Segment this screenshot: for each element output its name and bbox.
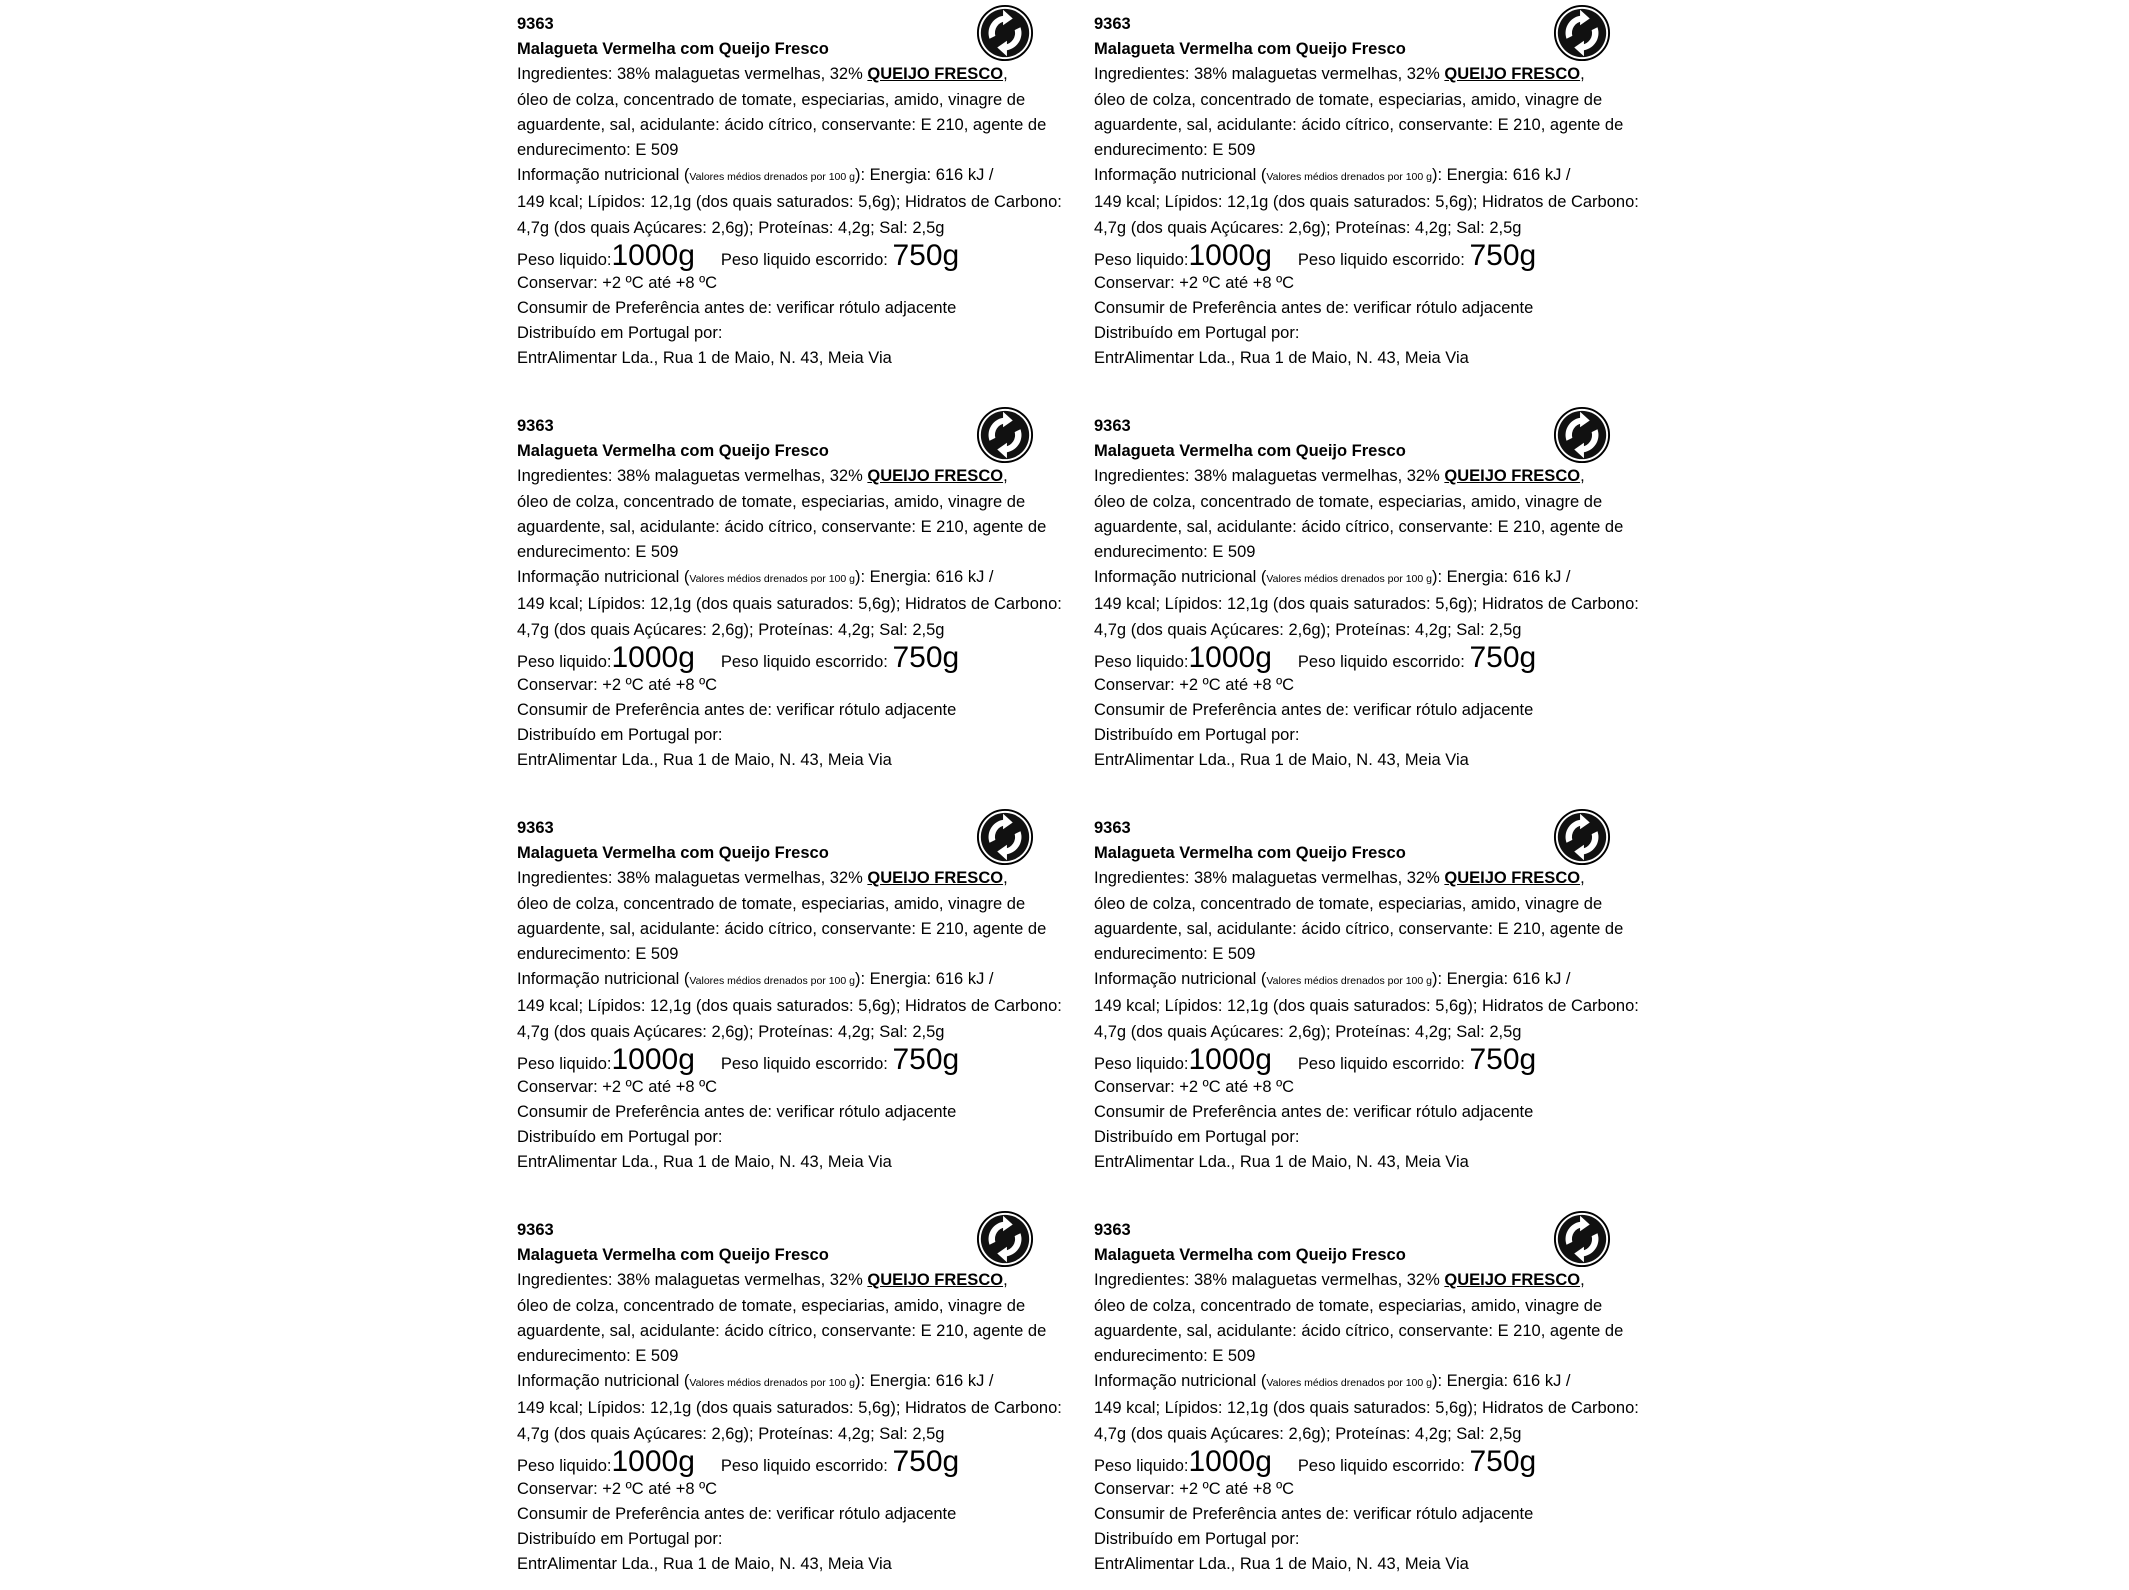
ingredients-line-2: óleo de colza, concentrado de tomate, especiarias, amido, vinagre de [1094,894,1603,913]
ingredients-suffix: , [1003,467,1008,486]
storage-line: Conservar: +2 ºC até +8 ºC [517,273,718,292]
nutrition-line-3: 4,7g (dos quais Açúcares: 2,6g); Proteínas: 4,2g; Sal: 2,5g [517,1424,945,1443]
distributed-line: Distribuído em Portugal por: [1094,1128,1300,1147]
ingredients-line-3: aguardente, sal, acidulante: ácido cítrico, conservante: E 210, agente de [1094,517,1624,536]
allergen-text: QUEIJO FRESCO [867,1271,1004,1290]
product-label-3 [517,414,1077,774]
nutrition-line-2: 149 kcal; Lípidos: 12,1g (dos quais saturados: 5,6g); Hidratos de Carbono: [517,595,1062,614]
nutrition-suffix: ): Energia: 616 kJ / [855,970,994,989]
product-code: 9363 [517,819,554,837]
product-name: Malagueta Vermelha com Queijo Fresco [517,442,829,461]
allergen-text: QUEIJO FRESCO [867,467,1004,486]
product-label-5 [517,816,1077,1176]
product-code: 9363 [1094,819,1131,837]
nutrition-line-2: 149 kcal; Lípidos: 12,1g (dos quais saturados: 5,6g); Hidratos de Carbono: [1094,595,1639,614]
drained-weight-label: Peso liquido escorrido: [1297,1054,1465,1073]
ingredients-line-1 [517,1268,1077,1293]
net-weight-label: Peso liquido: [517,1054,612,1073]
product-name: Malagueta Vermelha com Queijo Fresco [1094,442,1406,461]
product-label-8 [1094,1218,1654,1578]
best-before-line: Consumir de Preferência antes de: verificar rótulo adjacente [517,1505,957,1524]
drained-weight-label: Peso liquido escorrido: [720,1456,888,1475]
nutrition-line-3: 4,7g (dos quais Açúcares: 2,6g); Proteínas: 4,2g; Sal: 2,5g [517,1022,945,1041]
drained-weight-label: Peso liquido escorrido: [1297,250,1465,269]
green-dot-recycling-icon [1553,808,1611,866]
drained-weight-value: 750g [1469,1042,1537,1076]
best-before-line: Consumir de Preferência antes de: verificar rótulo adjacente [1094,1103,1534,1122]
distributor-line: EntrAlimentar Lda., Rua 1 de Maio, N. 43, Meia Via [517,751,892,770]
green-dot-recycling-icon [976,808,1034,866]
net-weight-label: Peso liquido: [1094,1054,1189,1073]
ingredients-prefix: Ingredientes: 38% malaguetas vermelhas, 32% [517,467,868,486]
drained-weight-value: 750g [1469,640,1537,674]
product-label-7 [517,1218,1077,1578]
distributed-line: Distribuído em Portugal por: [517,324,723,343]
weights-line [517,238,1077,272]
best-before-line: Consumir de Preferência antes de: verificar rótulo adjacente [517,701,957,720]
nutrition-line-3: 4,7g (dos quais Açúcares: 2,6g); Proteínas: 4,2g; Sal: 2,5g [517,620,945,639]
weights-line [517,640,1077,674]
nutrition-suffix: ): Energia: 616 kJ / [855,568,994,587]
green-dot-recycling-icon [976,1210,1034,1268]
ingredients-suffix: , [1003,869,1008,888]
allergen-text: QUEIJO FRESCO [867,869,1004,888]
product-name: Malagueta Vermelha com Queijo Fresco [517,40,829,59]
ingredients-suffix: , [1580,65,1585,84]
nutrition-basis: Valores médios drenados por 100 g [1266,573,1432,586]
allergen-text: QUEIJO FRESCO [1444,1271,1581,1290]
product-code: 9363 [1094,15,1131,33]
ingredients-line-4: endurecimento: E 509 [1094,543,1256,562]
distributor-line: EntrAlimentar Lda., Rua 1 de Maio, N. 43, Meia Via [517,1153,892,1172]
distributor-line: EntrAlimentar Lda., Rua 1 de Maio, N. 43, Meia Via [1094,1153,1469,1172]
storage-line: Conservar: +2 ºC até +8 ºC [1094,675,1295,694]
nutrition-line-2: 149 kcal; Lípidos: 12,1g (dos quais saturados: 5,6g); Hidratos de Carbono: [517,193,1062,212]
storage-line: Conservar: +2 ºC até +8 ºC [1094,1077,1295,1096]
distributor-line: EntrAlimentar Lda., Rua 1 de Maio, N. 43, Meia Via [1094,751,1469,770]
drained-weight-label: Peso liquido escorrido: [720,1054,888,1073]
best-before-line: Consumir de Preferência antes de: verificar rótulo adjacente [1094,701,1534,720]
storage-line: Conservar: +2 ºC até +8 ºC [517,1077,718,1096]
net-weight-label: Peso liquido: [1094,1456,1189,1475]
nutrition-basis: Valores médios drenados por 100 g [689,171,855,184]
net-weight-label: Peso liquido: [517,652,612,671]
nutrition-suffix: ): Energia: 616 kJ / [1432,166,1571,185]
net-weight-value: 1000g [1188,1042,1272,1076]
ingredients-line-1 [1094,62,1654,87]
nutrition-basis: Valores médios drenados por 100 g [1266,1377,1432,1390]
ingredients-suffix: , [1003,65,1008,84]
nutrition-line-2: 149 kcal; Lípidos: 12,1g (dos quais saturados: 5,6g); Hidratos de Carbono: [1094,1399,1639,1418]
ingredients-line-4: endurecimento: E 509 [1094,1347,1256,1366]
ingredients-prefix: Ingredientes: 38% malaguetas vermelhas, 32% [1094,869,1445,888]
drained-weight-label: Peso liquido escorrido: [720,652,888,671]
net-weight-value: 1000g [611,1444,695,1478]
nutrition-prefix: Informação nutricional ( [1094,166,1267,185]
product-name: Malagueta Vermelha com Queijo Fresco [1094,844,1406,863]
distributed-line: Distribuído em Portugal por: [517,1530,723,1549]
distributed-line: Distribuído em Portugal por: [1094,1530,1300,1549]
nutrition-suffix: ): Energia: 616 kJ / [855,1372,994,1391]
drained-weight-value: 750g [1469,1444,1537,1478]
nutrition-line-1 [1094,1369,1654,1396]
drained-weight-value: 750g [1469,238,1537,272]
weights-line [1094,238,1654,272]
nutrition-prefix: Informação nutricional ( [517,1372,690,1391]
nutrition-line-1 [517,1369,1077,1396]
ingredients-line-1 [1094,866,1654,891]
nutrition-basis: Valores médios drenados por 100 g [689,975,855,988]
ingredients-line-3: aguardente, sal, acidulante: ácido cítrico, conservante: E 210, agente de [1094,1321,1624,1340]
ingredients-line-3: aguardente, sal, acidulante: ácido cítrico, conservante: E 210, agente de [517,919,1047,938]
allergen-text: QUEIJO FRESCO [1444,869,1581,888]
green-dot-recycling-icon [976,4,1034,62]
nutrition-line-3: 4,7g (dos quais Açúcares: 2,6g); Proteínas: 4,2g; Sal: 2,5g [1094,1022,1522,1041]
net-weight-value: 1000g [611,640,695,674]
drained-weight-value: 750g [892,1042,960,1076]
nutrition-suffix: ): Energia: 616 kJ / [1432,970,1571,989]
green-dot-recycling-icon [1553,406,1611,464]
distributor-line: EntrAlimentar Lda., Rua 1 de Maio, N. 43, Meia Via [517,1555,892,1574]
ingredients-line-3: aguardente, sal, acidulante: ácido cítrico, conservante: E 210, agente de [517,115,1047,134]
ingredients-line-2: óleo de colza, concentrado de tomate, especiarias, amido, vinagre de [517,90,1026,109]
ingredients-line-4: endurecimento: E 509 [517,141,679,160]
storage-line: Conservar: +2 ºC até +8 ºC [517,675,718,694]
best-before-line: Consumir de Preferência antes de: verificar rótulo adjacente [1094,1505,1534,1524]
ingredients-line-4: endurecimento: E 509 [517,945,679,964]
product-name: Malagueta Vermelha com Queijo Fresco [1094,1246,1406,1265]
nutrition-prefix: Informação nutricional ( [1094,1372,1267,1391]
ingredients-line-2: óleo de colza, concentrado de tomate, especiarias, amido, vinagre de [1094,1296,1603,1315]
nutrition-suffix: ): Energia: 616 kJ / [1432,568,1571,587]
storage-line: Conservar: +2 ºC até +8 ºC [517,1479,718,1498]
ingredients-line-3: aguardente, sal, acidulante: ácido cítrico, conservante: E 210, agente de [517,517,1047,536]
nutrition-line-3: 4,7g (dos quais Açúcares: 2,6g); Proteínas: 4,2g; Sal: 2,5g [1094,218,1522,237]
product-code: 9363 [517,417,554,435]
distributed-line: Distribuído em Portugal por: [1094,324,1300,343]
storage-line: Conservar: +2 ºC até +8 ºC [1094,1479,1295,1498]
nutrition-line-3: 4,7g (dos quais Açúcares: 2,6g); Proteínas: 4,2g; Sal: 2,5g [1094,1424,1522,1443]
ingredients-line-1 [517,464,1077,489]
ingredients-line-4: endurecimento: E 509 [517,1347,679,1366]
green-dot-recycling-icon [976,406,1034,464]
ingredients-line-2: óleo de colza, concentrado de tomate, especiarias, amido, vinagre de [517,894,1026,913]
nutrition-basis: Valores médios drenados por 100 g [689,1377,855,1390]
nutrition-suffix: ): Energia: 616 kJ / [1432,1372,1571,1391]
product-code: 9363 [517,15,554,33]
ingredients-prefix: Ingredientes: 38% malaguetas vermelhas, 32% [1094,467,1445,486]
drained-weight-label: Peso liquido escorrido: [1297,652,1465,671]
product-name: Malagueta Vermelha com Queijo Fresco [517,1246,829,1265]
best-before-line: Consumir de Preferência antes de: verificar rótulo adjacente [517,299,957,318]
nutrition-line-2: 149 kcal; Lípidos: 12,1g (dos quais saturados: 5,6g); Hidratos de Carbono: [517,997,1062,1016]
ingredients-line-2: óleo de colza, concentrado de tomate, especiarias, amido, vinagre de [1094,90,1603,109]
nutrition-line-3: 4,7g (dos quais Açúcares: 2,6g); Proteínas: 4,2g; Sal: 2,5g [1094,620,1522,639]
weights-line [517,1042,1077,1076]
net-weight-label: Peso liquido: [1094,250,1189,269]
ingredients-line-3: aguardente, sal, acidulante: ácido cítrico, conservante: E 210, agente de [517,1321,1047,1340]
ingredients-line-4: endurecimento: E 509 [1094,141,1256,160]
best-before-line: Consumir de Preferência antes de: verificar rótulo adjacente [1094,299,1534,318]
nutrition-line-3: 4,7g (dos quais Açúcares: 2,6g); Proteínas: 4,2g; Sal: 2,5g [517,218,945,237]
product-code: 9363 [1094,1221,1131,1239]
weights-line [517,1444,1077,1478]
distributor-line: EntrAlimentar Lda., Rua 1 de Maio, N. 43, Meia Via [517,349,892,368]
green-dot-recycling-icon [1553,1210,1611,1268]
ingredients-line-1 [517,866,1077,891]
ingredients-line-2: óleo de colza, concentrado de tomate, especiarias, amido, vinagre de [517,492,1026,511]
nutrition-basis: Valores médios drenados por 100 g [1266,975,1432,988]
nutrition-line-2: 149 kcal; Lípidos: 12,1g (dos quais saturados: 5,6g); Hidratos de Carbono: [517,1399,1062,1418]
nutrition-prefix: Informação nutricional ( [517,568,690,587]
net-weight-value: 1000g [1188,640,1272,674]
allergen-text: QUEIJO FRESCO [1444,467,1581,486]
drained-weight-label: Peso liquido escorrido: [1297,1456,1465,1475]
product-code: 9363 [517,1221,554,1239]
ingredients-prefix: Ingredientes: 38% malaguetas vermelhas, 32% [517,869,868,888]
product-name: Malagueta Vermelha com Queijo Fresco [517,844,829,863]
ingredients-suffix: , [1580,467,1585,486]
nutrition-prefix: Informação nutricional ( [1094,568,1267,587]
ingredients-line-2: óleo de colza, concentrado de tomate, especiarias, amido, vinagre de [517,1296,1026,1315]
ingredients-prefix: Ingredientes: 38% malaguetas vermelhas, 32% [517,1271,868,1290]
nutrition-suffix: ): Energia: 616 kJ / [855,166,994,185]
net-weight-value: 1000g [1188,1444,1272,1478]
allergen-text: QUEIJO FRESCO [867,65,1004,84]
ingredients-prefix: Ingredientes: 38% malaguetas vermelhas, 32% [1094,65,1445,84]
ingredients-suffix: , [1580,1271,1585,1290]
product-label-1 [517,12,1077,372]
drained-weight-value: 750g [892,640,960,674]
product-label-4 [1094,414,1654,774]
net-weight-label: Peso liquido: [517,1456,612,1475]
drained-weight-value: 750g [892,238,960,272]
green-dot-recycling-icon [1553,4,1611,62]
nutrition-prefix: Informação nutricional ( [517,970,690,989]
ingredients-line-1 [1094,464,1654,489]
net-weight-value: 1000g [611,1042,695,1076]
ingredients-prefix: Ingredientes: 38% malaguetas vermelhas, 32% [517,65,868,84]
product-code: 9363 [1094,417,1131,435]
distributed-line: Distribuído em Portugal por: [517,1128,723,1147]
distributed-line: Distribuído em Portugal por: [517,726,723,745]
nutrition-line-1 [517,967,1077,994]
nutrition-line-1 [1094,565,1654,592]
weights-line [1094,640,1654,674]
weights-line [1094,1444,1654,1478]
net-weight-value: 1000g [611,238,695,272]
nutrition-basis: Valores médios drenados por 100 g [689,573,855,586]
ingredients-suffix: , [1003,1271,1008,1290]
ingredients-line-2: óleo de colza, concentrado de tomate, especiarias, amido, vinagre de [1094,492,1603,511]
net-weight-label: Peso liquido: [517,250,612,269]
product-label-6 [1094,816,1654,1176]
nutrition-line-1 [517,565,1077,592]
nutrition-prefix: Informação nutricional ( [1094,970,1267,989]
ingredients-line-4: endurecimento: E 509 [517,543,679,562]
nutrition-line-1 [1094,967,1654,994]
product-name: Malagueta Vermelha com Queijo Fresco [1094,40,1406,59]
distributor-line: EntrAlimentar Lda., Rua 1 de Maio, N. 43, Meia Via [1094,1555,1469,1574]
ingredients-suffix: , [1580,869,1585,888]
nutrition-line-1 [1094,163,1654,190]
ingredients-line-3: aguardente, sal, acidulante: ácido cítrico, conservante: E 210, agente de [1094,115,1624,134]
nutrition-line-1 [517,163,1077,190]
best-before-line: Consumir de Preferência antes de: verificar rótulo adjacente [517,1103,957,1122]
nutrition-prefix: Informação nutricional ( [517,166,690,185]
weights-line [1094,1042,1654,1076]
ingredients-line-3: aguardente, sal, acidulante: ácido cítrico, conservante: E 210, agente de [1094,919,1624,938]
net-weight-label: Peso liquido: [1094,652,1189,671]
ingredients-line-1 [1094,1268,1654,1293]
drained-weight-label: Peso liquido escorrido: [720,250,888,269]
nutrition-line-2: 149 kcal; Lípidos: 12,1g (dos quais saturados: 5,6g); Hidratos de Carbono: [1094,193,1639,212]
ingredients-prefix: Ingredientes: 38% malaguetas vermelhas, 32% [1094,1271,1445,1290]
ingredients-line-4: endurecimento: E 509 [1094,945,1256,964]
distributor-line: EntrAlimentar Lda., Rua 1 de Maio, N. 43, Meia Via [1094,349,1469,368]
product-label-2 [1094,12,1654,372]
storage-line: Conservar: +2 ºC até +8 ºC [1094,273,1295,292]
net-weight-value: 1000g [1188,238,1272,272]
nutrition-basis: Valores médios drenados por 100 g [1266,171,1432,184]
ingredients-line-1 [517,62,1077,87]
distributed-line: Distribuído em Portugal por: [1094,726,1300,745]
nutrition-line-2: 149 kcal; Lípidos: 12,1g (dos quais saturados: 5,6g); Hidratos de Carbono: [1094,997,1639,1016]
drained-weight-value: 750g [892,1444,960,1478]
allergen-text: QUEIJO FRESCO [1444,65,1581,84]
